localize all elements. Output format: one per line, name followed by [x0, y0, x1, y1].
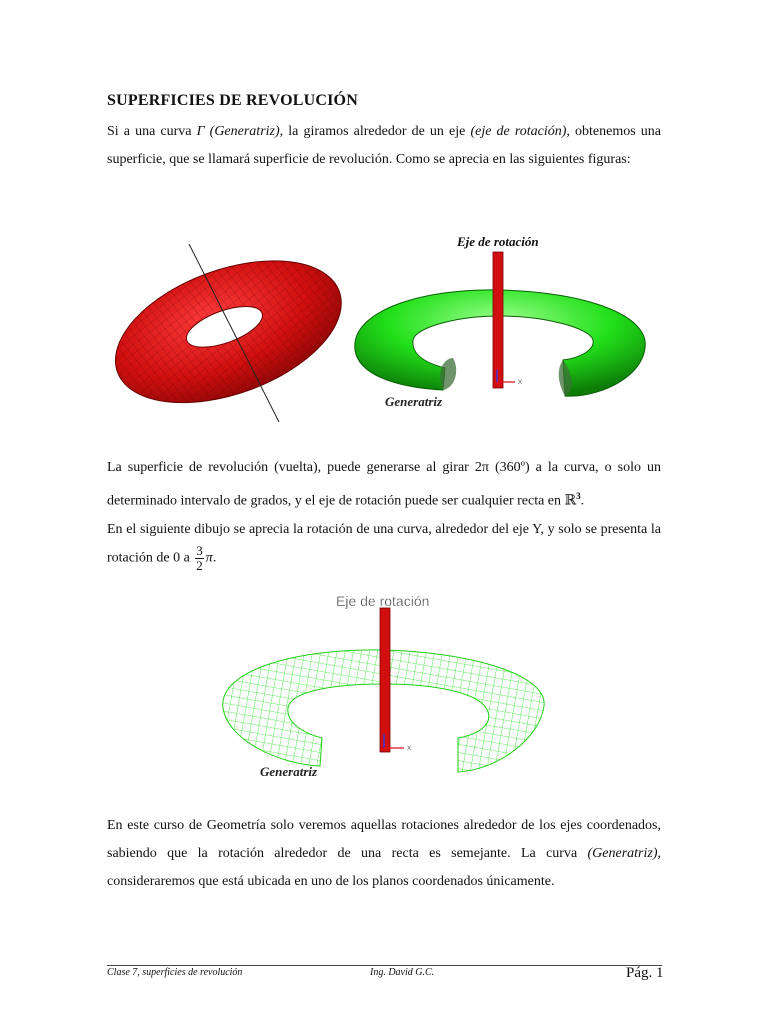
- text-run: .: [212, 550, 217, 566]
- text-run: En el siguiente dibujo se aprecia la rotación de una curva, alrededor del eje Y, y solo se presenta la rotación de 0 a: [107, 521, 661, 566]
- r3-superscript: 3: [576, 491, 581, 501]
- footer-divider: [107, 965, 662, 966]
- paragraph-generation: [107, 454, 661, 573]
- footer-page-number: Pág. 1: [626, 965, 664, 981]
- text-run: , consideraremos que está ubicada en uno de los planos coordenados únicamente.: [107, 846, 661, 889]
- axis-x-letter: X: [518, 380, 523, 386]
- text-run: obtenemos una superficie, que se llamará superficie de revolución. Como se aprecia en las siguientes figuras:: [107, 124, 662, 167]
- axis-label: Eje de rotación: [336, 593, 430, 609]
- axis-label: Eje de rotación: [457, 234, 539, 249]
- fraction-numerator: 3: [196, 542, 203, 558]
- page-title: SUPERFICIES DE REVOLUCIÓN: [107, 92, 358, 109]
- footer-author: Ing. David G.C.: [370, 967, 435, 978]
- red-axis-cylinder: [493, 252, 503, 388]
- footer-course: Clase 7, superficies de revolución: [107, 967, 243, 978]
- text-run: En este curso de Geometría solo veremos aquellas rotaciones alrededor de los ejes coordenados, sabiendo que la rotación alrededor de una recta es semejante. La curva: [107, 818, 661, 861]
- pi-symbol: π: [205, 550, 213, 566]
- axis-x-letter: X: [407, 746, 412, 752]
- red-torus-figure: [107, 232, 347, 424]
- paragraph-course-scope: [107, 812, 661, 896]
- generatriz-label: Generatriz: [260, 764, 318, 779]
- text-run: .: [580, 493, 585, 509]
- text-run-italic: (Generatriz): [587, 846, 658, 861]
- red-axis-cylinder: [380, 608, 390, 752]
- text-run-italic: (eje de rotación),: [470, 124, 570, 139]
- generatriz-label: Generatriz: [385, 394, 443, 409]
- text-run: La superficie de revolución (vuelta), puede generarse al girar 2π (360º) a la curva, o solo un determinado intervalo de grados, y el eje de rotación puede ser cualquier recta en: [107, 460, 661, 509]
- green-torus-figure: [345, 230, 655, 416]
- paragraph-intro: [107, 118, 661, 174]
- fraction: [195, 544, 204, 573]
- text-run: Si a una curva: [107, 124, 197, 139]
- text-run-italic: Γ (Generatriz),: [196, 124, 284, 139]
- r3-symbol: ℝ: [564, 493, 577, 509]
- wireframe-torus-figure: [218, 588, 550, 788]
- fraction-denominator: 2: [196, 557, 203, 573]
- text-run: la giramos alrededor de un eje: [283, 124, 471, 139]
